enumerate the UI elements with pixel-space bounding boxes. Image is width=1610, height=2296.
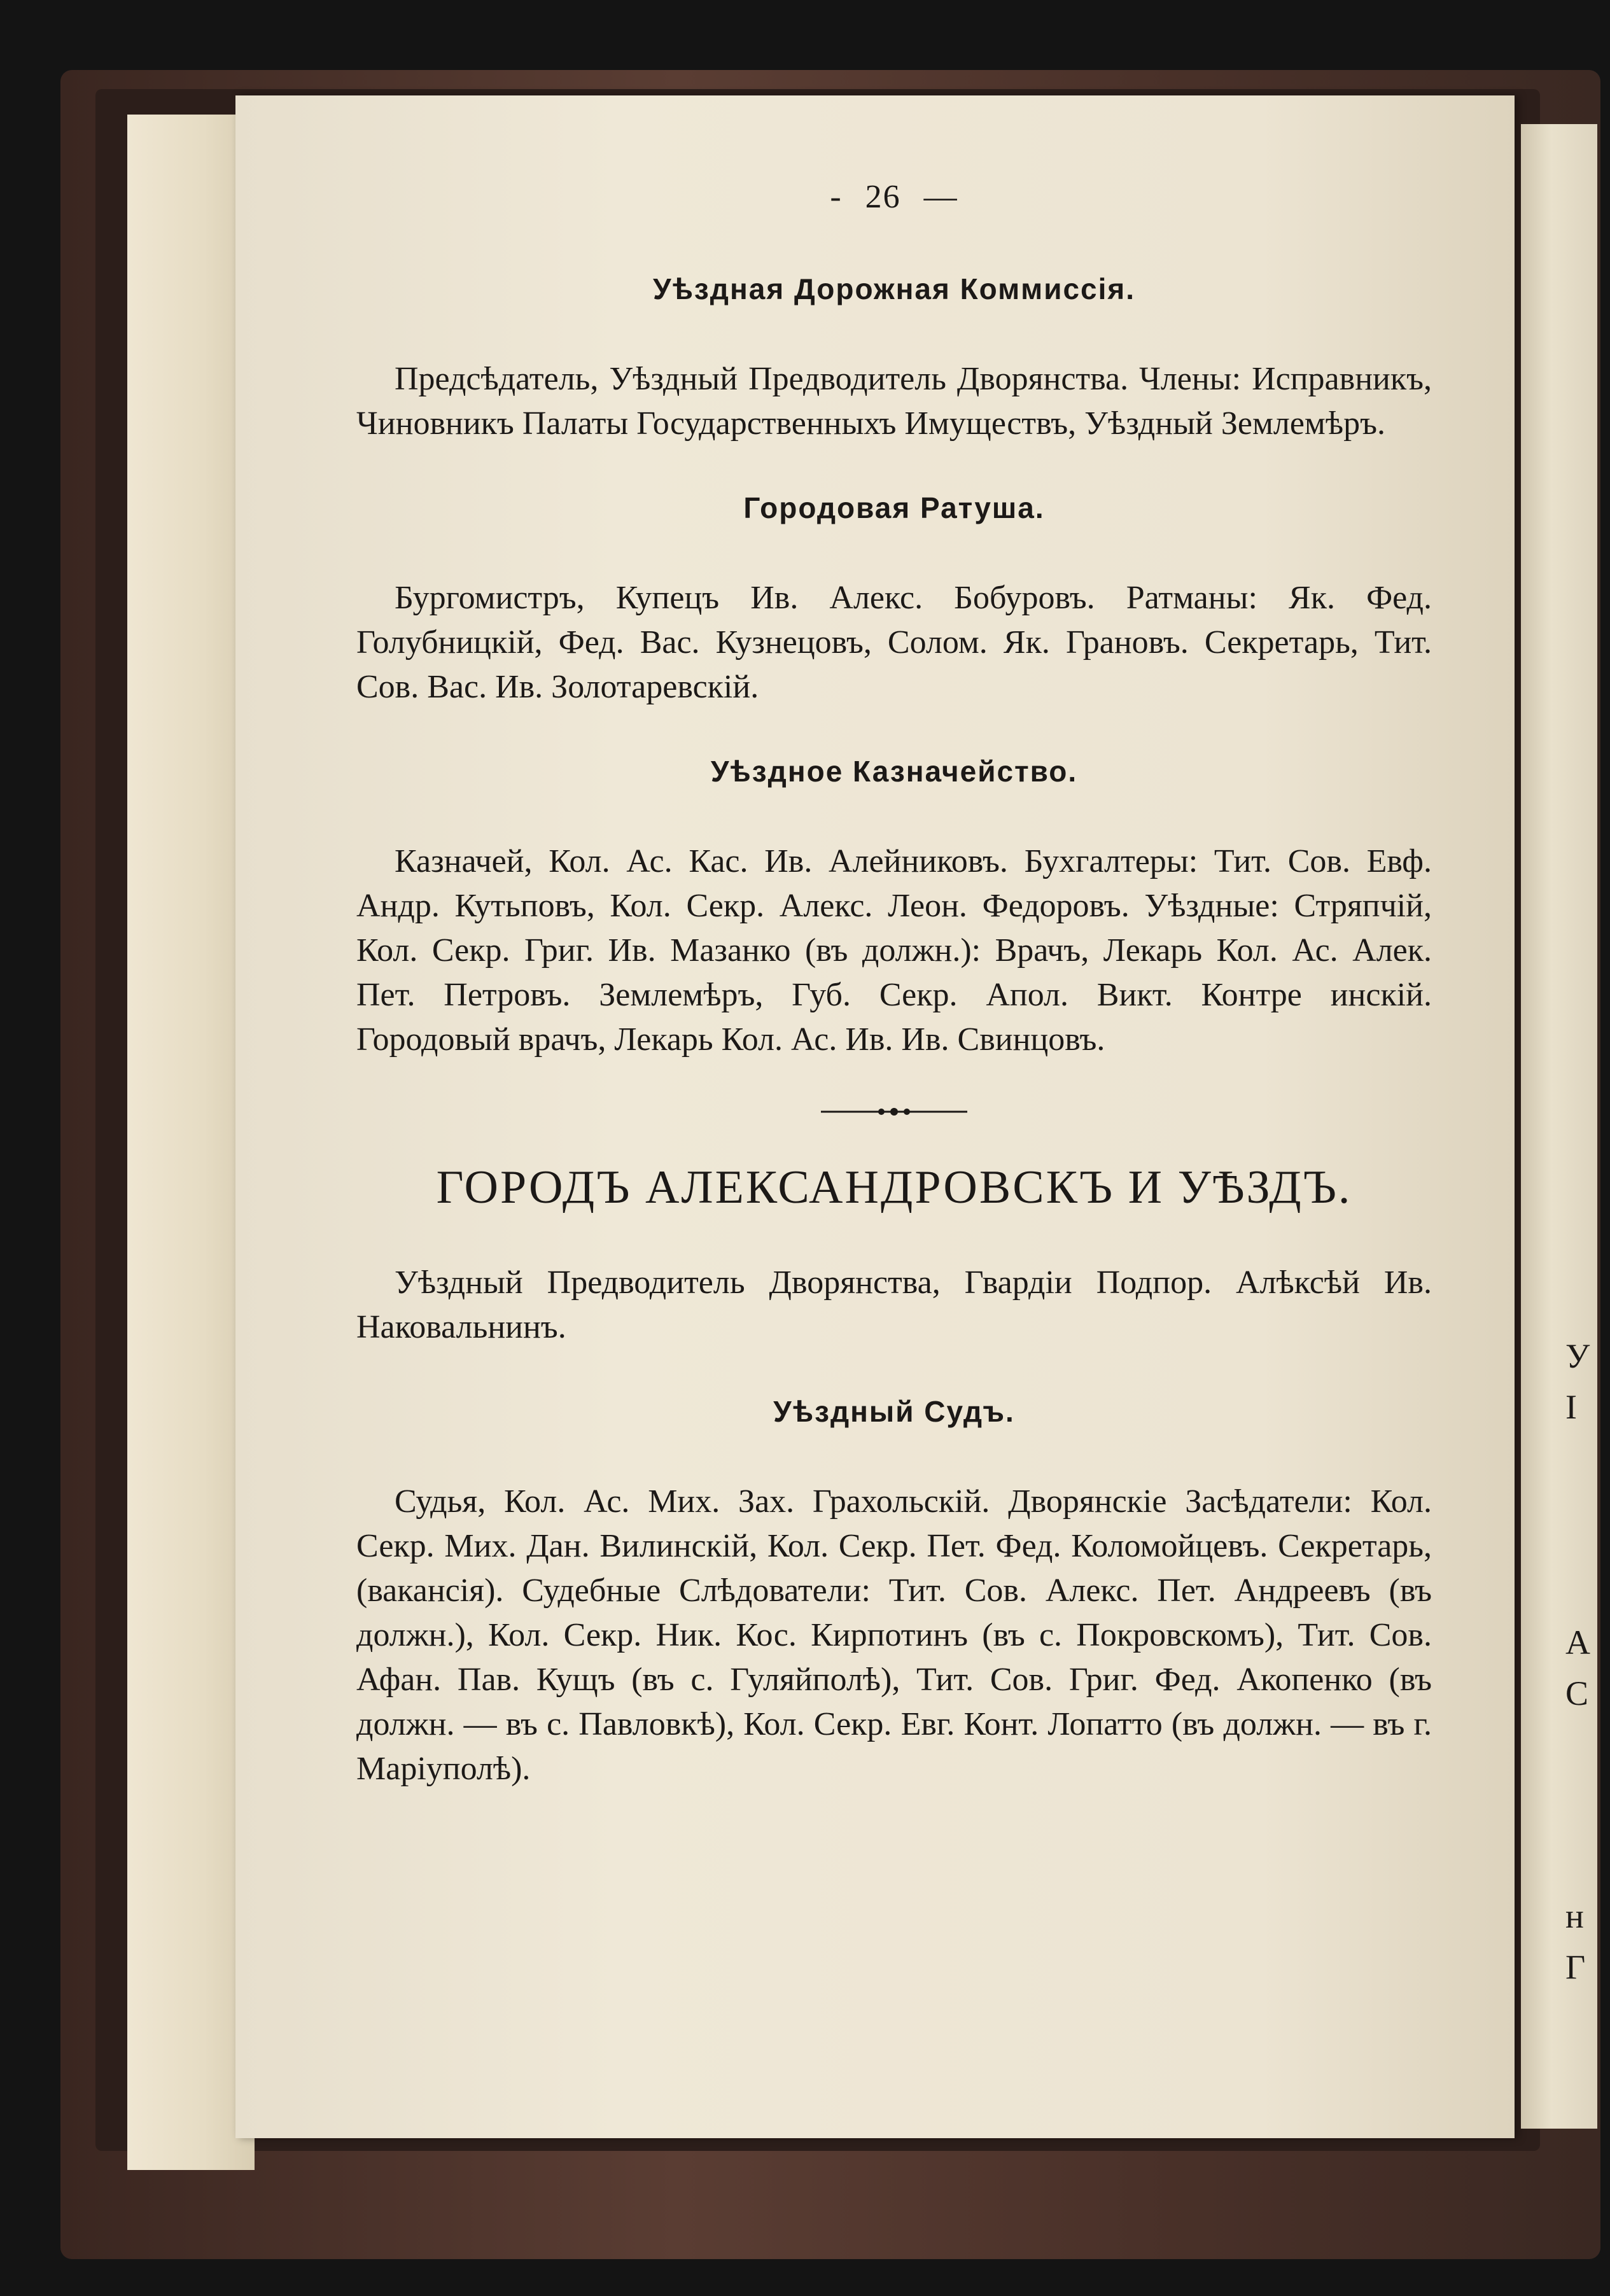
section-heading-court: Уѣздный Судъ. [773,1395,1015,1428]
edge-glyph: Г [1565,1948,1586,1986]
page-number-line: - 26 — [830,179,958,215]
edge-glyph: А [1565,1623,1590,1662]
page-number: 26 [865,179,901,215]
edge-glyph: У [1565,1337,1590,1375]
section-heading-treasury: Уѣздное Казначейство. [710,755,1078,788]
section-heading-town-hall: Городовая Ратуша. [743,491,1045,524]
city-title: ГОРОДЪ АЛЕКСАНДРОВСКЪ И УѢЗДЪ. [436,1161,1352,1214]
edge-glyph: І [1565,1388,1577,1426]
ornamental-divider [356,1107,1432,1120]
section-text-court: Судья, Кол. Ас. Мих. Зах. Грахольскій. Дворянскіе Засѣдатели: Кол. Секр. Мих. Дан. Вилинскій, Кол. Секр. Пет. Фед. Коломойцевъ. Секретарь, (вакансія). Судебные Слѣдователи: Тит. Сов. Алекс. Пет. Андреевъ (въ должн.), Кол. Секр. Ник. Кос. Кирпотинъ (въ с. Покровскомъ), Тит. Сов. Афан. Пав. Кущъ (въ с. Гуляйполѣ), Тит. Сов. Григ. Фед. Акопенко (въ должн. — въ с. Павловкѣ), Кол. Секр. Евг. Конт. Лопатто (въ должн. — въ г. Маріуполѣ). [356,1483,1432,1787]
next-page-edge [1521,124,1597,2129]
page-content [356,178,1432,1836]
section-text-treasury: Казначей, Кол. Ас. Кас. Ив. Алейниковъ. Бухгалтеры: Тит. Сов. Евф. Андр. Кутьповъ, Кол. Секр. Алекс. Леон. Федоровъ. Уѣздные: Стряпчій, Кол. Секр. Григ. Ив. Мазанко (въ должн.): Врачъ, Лекарь Кол. Ас. Алек. Пет. Петровъ. Землемѣръ, Губ. Секр. Апол. Викт. Контре инскій. Городовый врачъ, Лекарь Кол. Ас. Ив. Ив. Свинцовъ. [356,843,1432,1058]
section-text-town-hall: Бургомистръ, Купецъ Ив. Алекс. Бобуровъ. Ратманы: Як. Фед. Голубницкій, Фед. Вас. Кузнецовъ, Солом. Як. Грановъ. Секретарь, Тит. Сов. Вас. Ив. Золотаревскій. [356,580,1432,705]
divider-ornament [821,1107,967,1117]
edge-glyph: н [1565,1897,1584,1935]
section-heading-road-commission: Уѣздная Дорожная Коммиссія. [652,272,1136,305]
section-text-road-commission: Предсѣдатель, Уѣздный Предводитель Дворянства. Члены: Исправникъ, Чиновникъ Палаты Государственныхъ Имуществъ, Уѣздный Землемѣръ. [356,361,1432,442]
marshal-text: Уѣздный Предводитель Дворянства, Гвардіи Подпор. Алѣксѣй Ив. Наковальнинъ. [356,1264,1432,1345]
edge-glyph: С [1565,1674,1589,1712]
